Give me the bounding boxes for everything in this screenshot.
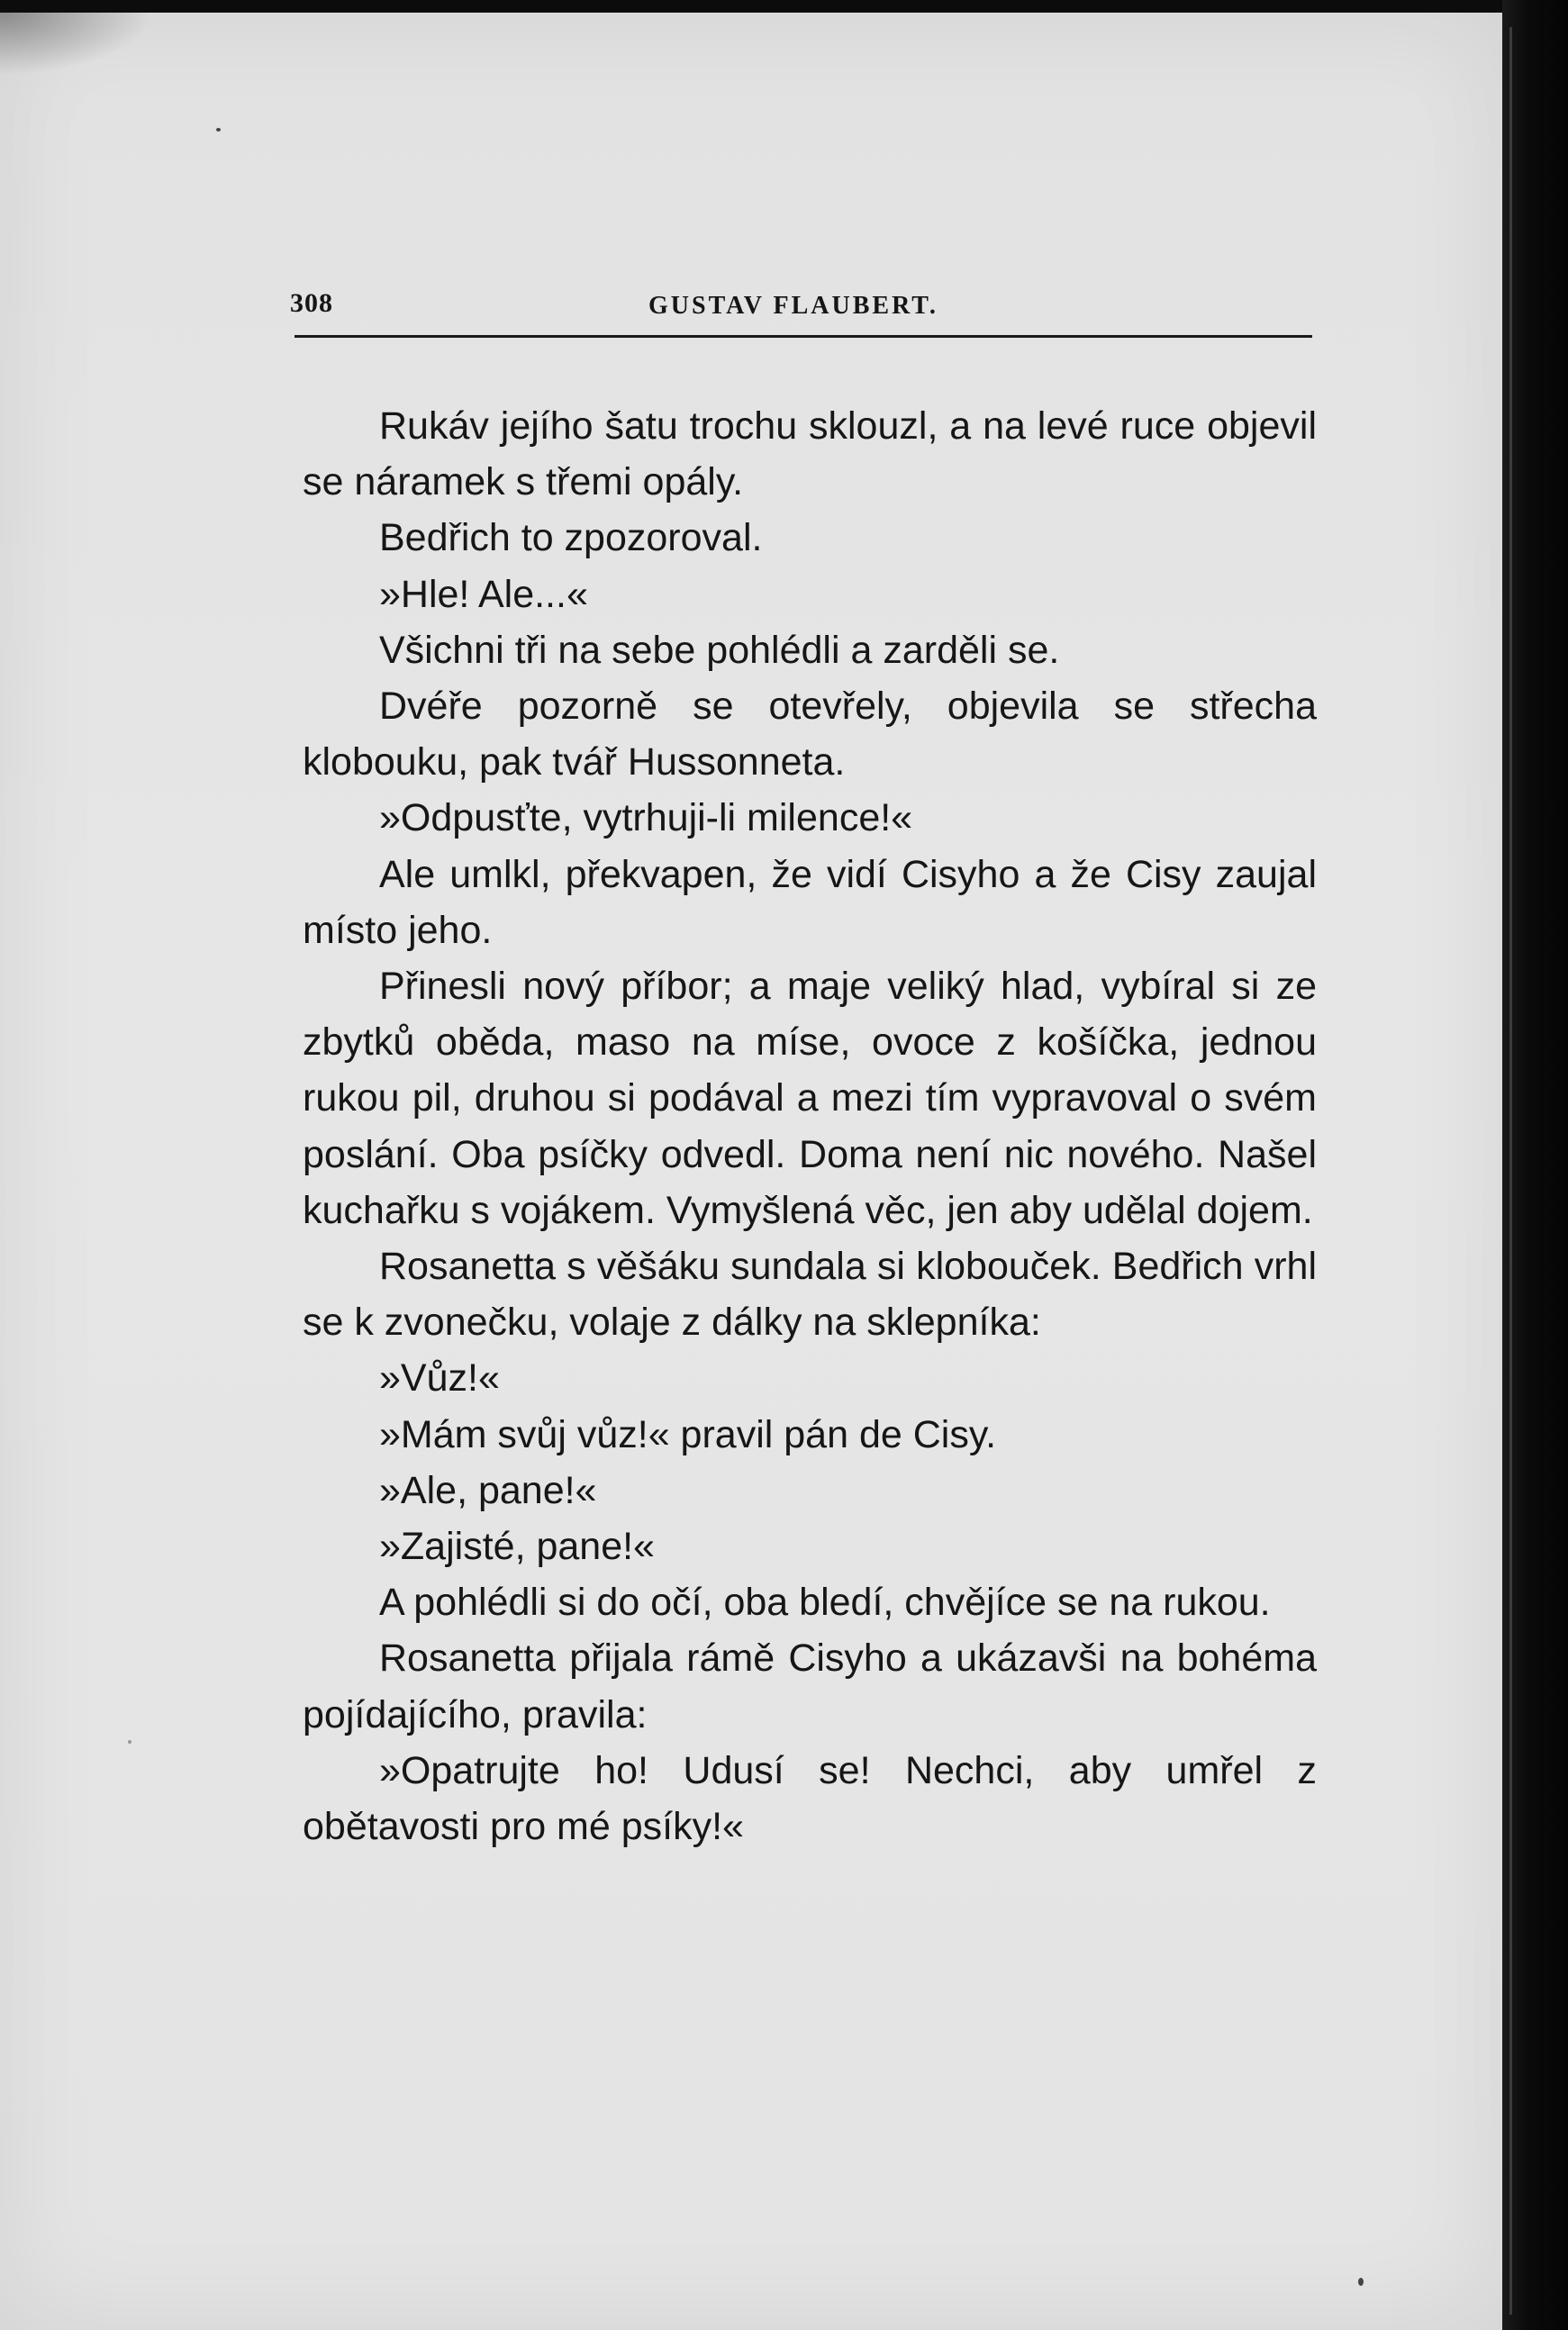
header-rule	[295, 335, 1312, 338]
paragraph: Přinesli nový příbor; a maje veliký hlad, vybíral si ze zbytků oběda, maso na míse, ovoce z košíčka, jednou rukou pil, druhou si podával a mezi tím vypravoval o svém poslání. Oba psíčky odvedl. Doma není nic nového. Našel kuchařku s vojákem. Vymyšlená věc, jen aby udělal dojem.	[303, 965, 1317, 1232]
paragraph: Ale umlkl, překvapen, že vidí Cisyho a že Cisy zaujal místo jeho.	[303, 852, 1317, 952]
paragraph: Rukáv jejího šatu trochu sklouzl, a na levé ruce objevil se náramek s třemi opály.	[303, 404, 1317, 504]
scan-speck	[1358, 2278, 1364, 2286]
paragraph: A pohlédli si do očí, oba bledí, chvějíce se na rukou.	[379, 1581, 1271, 1625]
paragraph: Všichni tři na sebe pohlédli a zarděli se.	[379, 628, 1060, 672]
page-corner-smudge	[0, 13, 153, 76]
running-title: GUSTAV FLAUBERT.	[648, 292, 938, 320]
page-number: 308	[290, 288, 333, 318]
dialogue-line: »Vůz!«	[379, 1356, 500, 1401]
dialogue-line: »Zajisté, pane!«	[379, 1525, 655, 1569]
paragraph: Rosanetta přijala rámě Cisyho a ukázavši na bohéma pojídajícího, pravila:	[303, 1636, 1317, 1736]
paragraph: Bedřich to zpozoroval.	[379, 516, 763, 560]
running-head	[290, 288, 1310, 333]
book-page	[0, 13, 1502, 2330]
book-edge-line	[1509, 27, 1512, 2315]
dialogue-line: »Opatrujte ho! Udusí se! Nechci, aby umřel z obětavosti pro mé psíky!«	[303, 1748, 1317, 1849]
dialogue-line: »Hle! Ale...«	[379, 572, 588, 616]
paragraph: Rosanetta s věšáku sundala si klobouček. Bedřich vrhl se k zvonečku, volaje z dálky na sklepníka:	[303, 1245, 1317, 1345]
body-text	[303, 398, 1317, 1854]
scan-speck	[128, 1740, 131, 1744]
scan-speck	[216, 128, 221, 131]
dialogue-line: »Ale, pane!«	[379, 1468, 597, 1512]
dialogue-line: »Odpusťte, vytrhuji-li milence!«	[379, 796, 913, 840]
dialogue-line: »Mám svůj vůz!« pravil pán de Cisy.	[379, 1412, 997, 1456]
paragraph: Dvéře pozorně se otevřely, objevila se střecha klobouku, pak tvář Hussonneta.	[303, 684, 1317, 784]
